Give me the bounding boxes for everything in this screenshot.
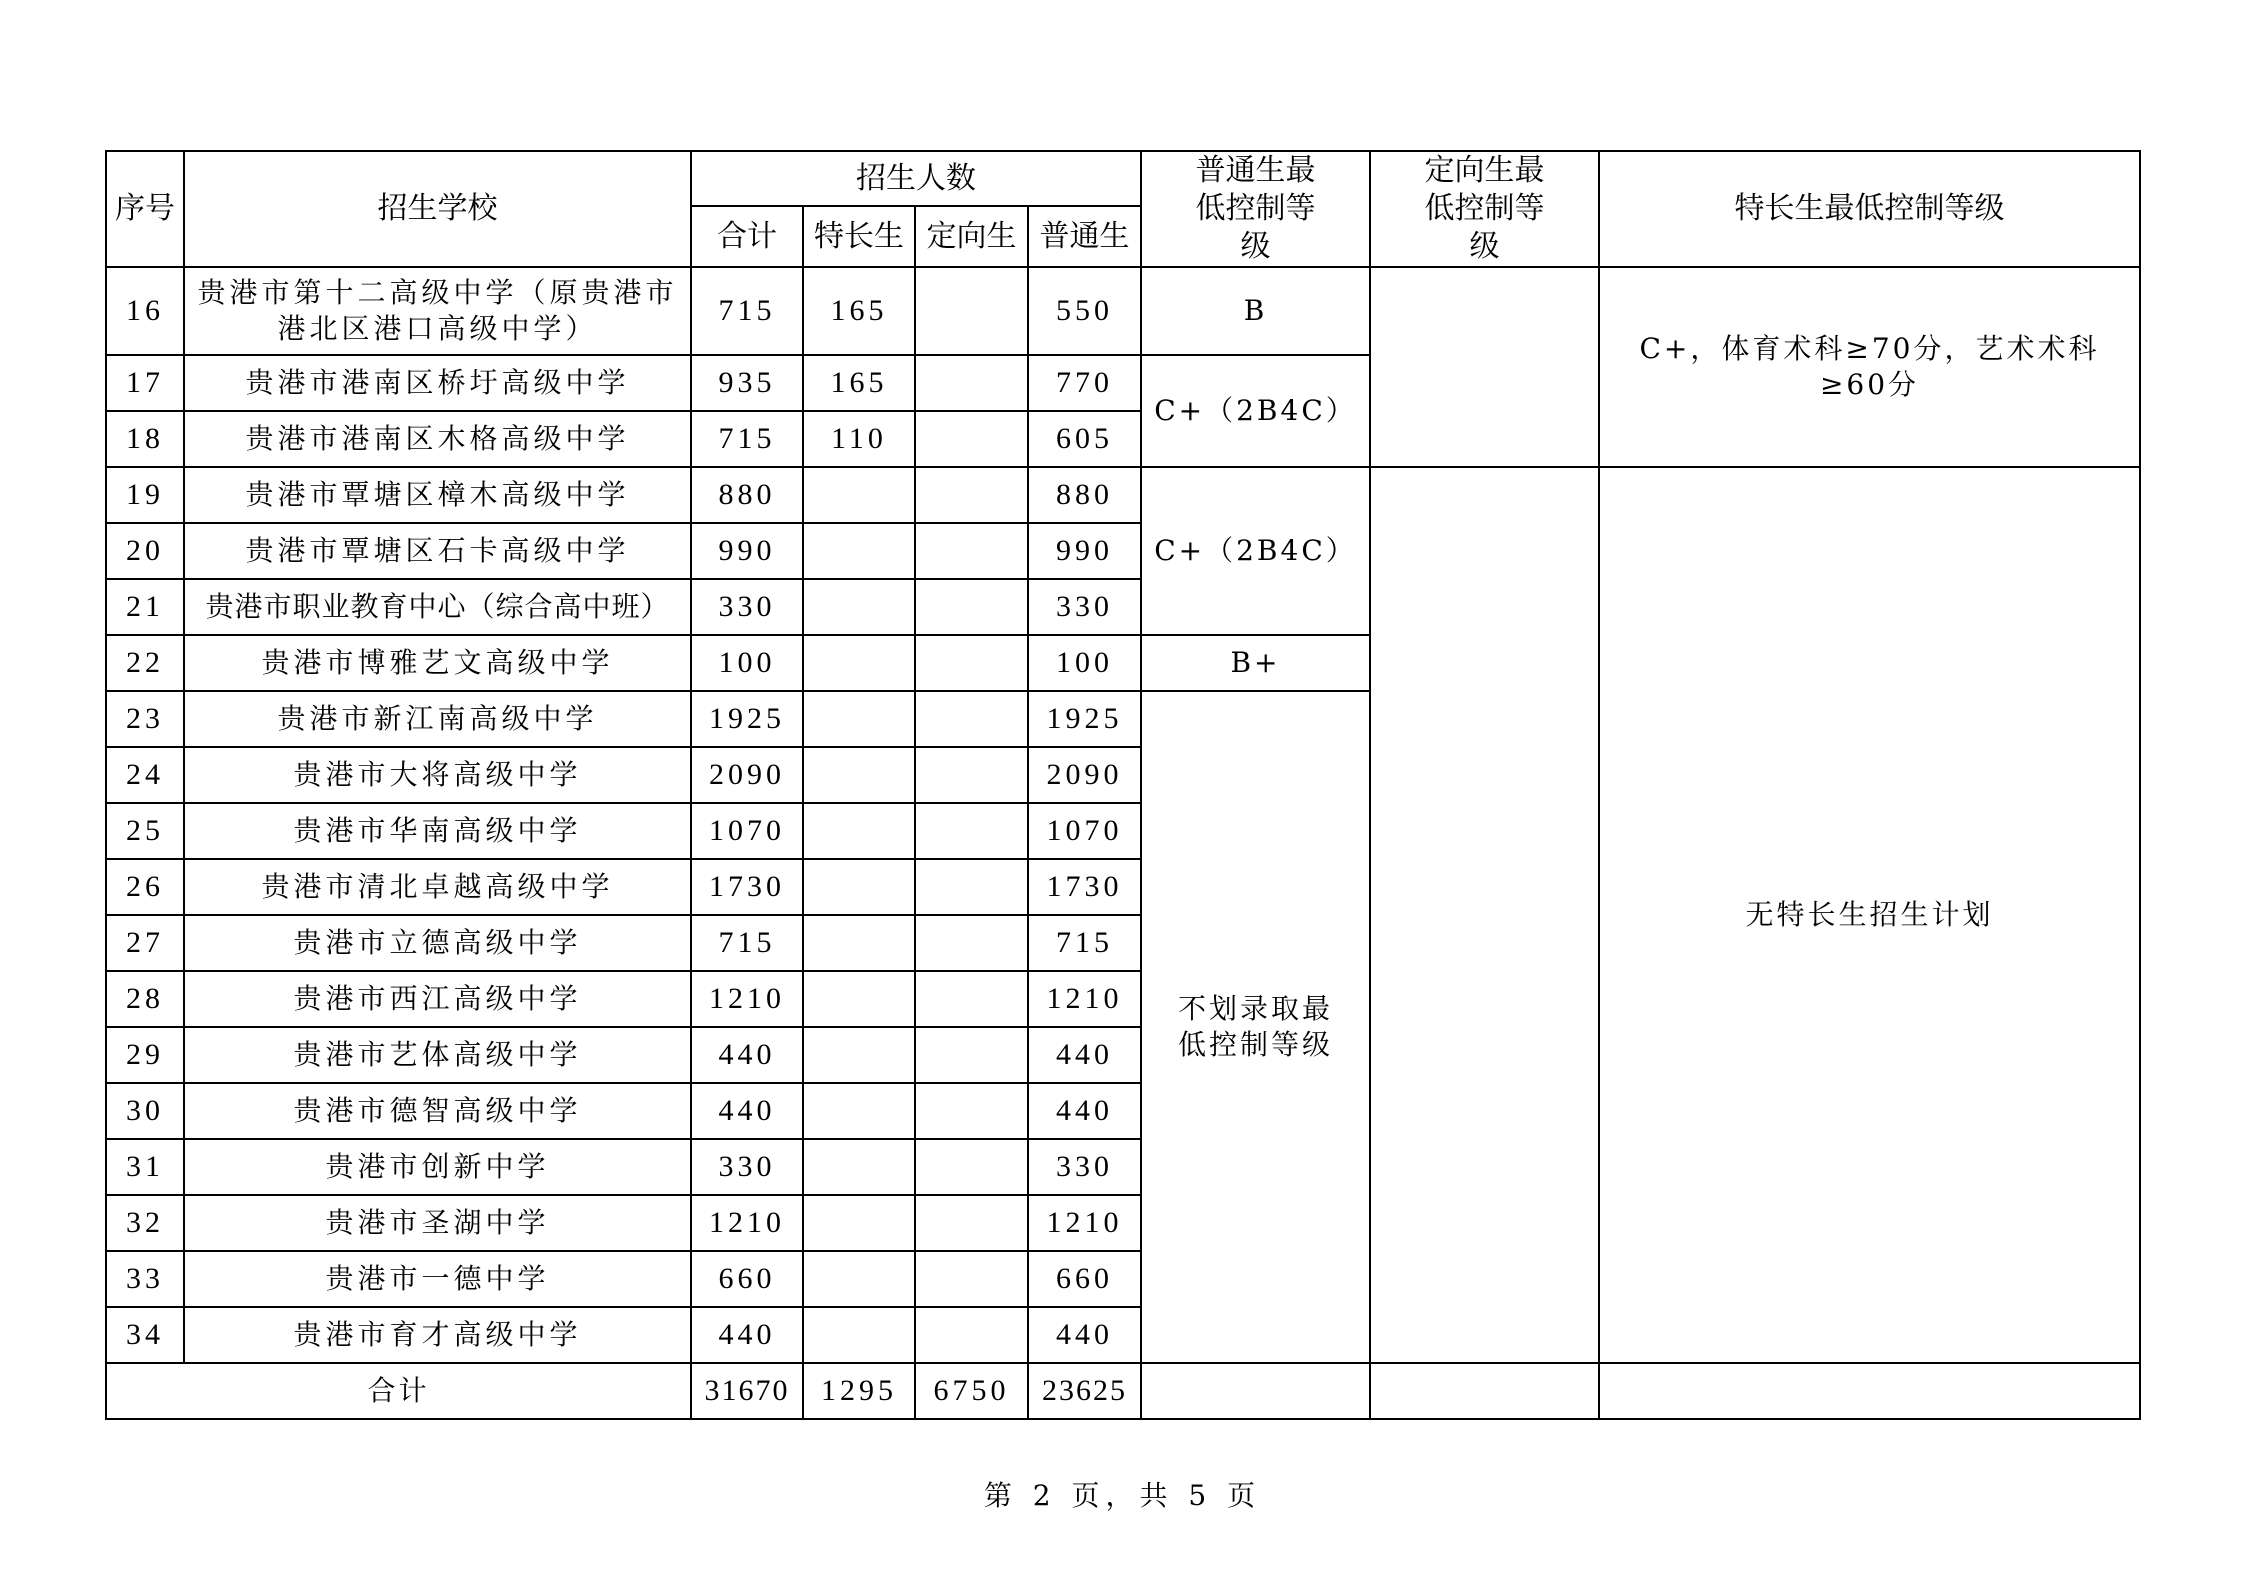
cell-seq: 18 <box>106 411 184 467</box>
cell-special <box>803 1083 915 1139</box>
cell-school: 贵港市西江高级中学 <box>184 971 691 1027</box>
cell-general-min: 不划录取最低控制等级 <box>1141 691 1370 1363</box>
cell-seq: 22 <box>106 635 184 691</box>
cell-total: 715 <box>691 267 803 355</box>
cell-directed <box>915 411 1028 467</box>
cell-seq: 26 <box>106 859 184 915</box>
cell-special <box>803 971 915 1027</box>
cell-general: 100 <box>1028 635 1141 691</box>
cell-total: 1070 <box>691 803 803 859</box>
cell-school: 贵港市一德中学 <box>184 1251 691 1307</box>
cell-total: 1730 <box>691 859 803 915</box>
cell-directed <box>915 691 1028 747</box>
cell-seq: 24 <box>106 747 184 803</box>
totals-total: 31670 <box>691 1363 803 1419</box>
cell-special <box>803 1139 915 1195</box>
cell-general-min: C+（2B4C） <box>1141 355 1370 467</box>
cell-seq: 30 <box>106 1083 184 1139</box>
cell-school: 贵港市第十二高级中学（原贵港市港北区港口高级中学） <box>184 267 691 355</box>
cell-school: 贵港市清北卓越高级中学 <box>184 859 691 915</box>
cell-special <box>803 691 915 747</box>
page-number: 第 2 页，共 5 页 <box>983 1479 1262 1512</box>
cell-special <box>803 579 915 635</box>
cell-special <box>803 859 915 915</box>
cell-special <box>803 523 915 579</box>
cell-total: 100 <box>691 635 803 691</box>
cell-seq: 31 <box>106 1139 184 1195</box>
header-seq: 序号 <box>106 151 184 267</box>
cell-seq: 16 <box>106 267 184 355</box>
cell-total: 660 <box>691 1251 803 1307</box>
cell-special-min: 无特长生招生计划 <box>1599 467 2140 1363</box>
cell-directed <box>915 467 1028 523</box>
cell-seq: 21 <box>106 579 184 635</box>
cell-general: 660 <box>1028 1251 1141 1307</box>
cell-seq: 19 <box>106 467 184 523</box>
cell-school: 贵港市新江南高级中学 <box>184 691 691 747</box>
cell-directed <box>915 803 1028 859</box>
cell-directed-min <box>1370 467 1599 1363</box>
cell-directed <box>915 355 1028 411</box>
cell-total: 715 <box>691 411 803 467</box>
cell-special <box>803 635 915 691</box>
cell-directed <box>915 1139 1028 1195</box>
header-general: 普通生 <box>1028 206 1141 267</box>
totals-special: 1295 <box>803 1363 915 1419</box>
cell-general: 880 <box>1028 467 1141 523</box>
cell-directed-min <box>1370 267 1599 467</box>
cell-total: 440 <box>691 1083 803 1139</box>
cell-directed <box>915 1083 1028 1139</box>
totals-special-min <box>1599 1363 2140 1419</box>
cell-directed <box>915 579 1028 635</box>
cell-general: 440 <box>1028 1027 1141 1083</box>
cell-general-min: B <box>1141 267 1370 355</box>
totals-general-min <box>1141 1363 1370 1419</box>
cell-special: 165 <box>803 267 915 355</box>
cell-school: 贵港市育才高级中学 <box>184 1307 691 1363</box>
header-general-min: 普通生最低控制等级 <box>1141 151 1370 267</box>
header-special: 特长生 <box>803 206 915 267</box>
cell-general: 1070 <box>1028 803 1141 859</box>
cell-school: 贵港市港南区木格高级中学 <box>184 411 691 467</box>
cell-directed <box>915 523 1028 579</box>
table-row <box>106 267 2140 355</box>
cell-special <box>803 915 915 971</box>
cell-general: 440 <box>1028 1307 1141 1363</box>
header-total: 合计 <box>691 206 803 267</box>
cell-total: 715 <box>691 915 803 971</box>
header-enrollment: 招生人数 <box>691 151 1141 206</box>
cell-special-min: C+，体育术科≥70分，艺术术科≥60分 <box>1599 267 2140 467</box>
header-directed-min: 定向生最低控制等级 <box>1370 151 1599 267</box>
cell-special <box>803 747 915 803</box>
cell-directed <box>915 747 1028 803</box>
cell-directed <box>915 635 1028 691</box>
cell-school: 贵港市大将高级中学 <box>184 747 691 803</box>
cell-seq: 17 <box>106 355 184 411</box>
cell-special <box>803 1251 915 1307</box>
cell-general: 1925 <box>1028 691 1141 747</box>
header-school: 招生学校 <box>184 151 691 267</box>
cell-directed <box>915 1195 1028 1251</box>
cell-total: 990 <box>691 523 803 579</box>
cell-total: 1210 <box>691 971 803 1027</box>
cell-general: 1210 <box>1028 971 1141 1027</box>
cell-general: 770 <box>1028 355 1141 411</box>
cell-directed <box>915 971 1028 1027</box>
cell-seq: 29 <box>106 1027 184 1083</box>
cell-special <box>803 803 915 859</box>
cell-total: 935 <box>691 355 803 411</box>
cell-seq: 27 <box>106 915 184 971</box>
cell-school: 贵港市博雅艺文高级中学 <box>184 635 691 691</box>
cell-special: 110 <box>803 411 915 467</box>
cell-general: 990 <box>1028 523 1141 579</box>
enrollment-plan-table <box>105 150 2141 1420</box>
cell-general: 440 <box>1028 1083 1141 1139</box>
cell-special <box>803 467 915 523</box>
totals-directed-min <box>1370 1363 1599 1419</box>
totals-general: 23625 <box>1028 1363 1141 1419</box>
cell-seq: 33 <box>106 1251 184 1307</box>
cell-special <box>803 1307 915 1363</box>
cell-total: 440 <box>691 1027 803 1083</box>
cell-seq: 25 <box>106 803 184 859</box>
cell-total: 880 <box>691 467 803 523</box>
cell-directed <box>915 1307 1028 1363</box>
cell-school: 贵港市覃塘区樟木高级中学 <box>184 467 691 523</box>
header-special-min: 特长生最低控制等级 <box>1599 151 2140 267</box>
cell-total: 2090 <box>691 747 803 803</box>
cell-seq: 28 <box>106 971 184 1027</box>
cell-general: 605 <box>1028 411 1141 467</box>
cell-seq: 34 <box>106 1307 184 1363</box>
cell-school: 贵港市华南高级中学 <box>184 803 691 859</box>
cell-directed <box>915 859 1028 915</box>
cell-special: 165 <box>803 355 915 411</box>
cell-total: 330 <box>691 1139 803 1195</box>
cell-general: 2090 <box>1028 747 1141 803</box>
cell-total: 440 <box>691 1307 803 1363</box>
cell-school: 贵港市创新中学 <box>184 1139 691 1195</box>
cell-directed <box>915 267 1028 355</box>
cell-general: 330 <box>1028 579 1141 635</box>
cell-school: 贵港市艺体高级中学 <box>184 1027 691 1083</box>
cell-general: 1210 <box>1028 1195 1141 1251</box>
cell-general: 330 <box>1028 1139 1141 1195</box>
cell-general: 1730 <box>1028 859 1141 915</box>
cell-seq: 32 <box>106 1195 184 1251</box>
totals-label: 合计 <box>106 1363 691 1419</box>
cell-school: 贵港市职业教育中心（综合高中班） <box>184 579 691 635</box>
cell-general: 550 <box>1028 267 1141 355</box>
cell-directed <box>915 1027 1028 1083</box>
cell-total: 330 <box>691 579 803 635</box>
cell-directed <box>915 1251 1028 1307</box>
cell-school: 贵港市港南区桥圩高级中学 <box>184 355 691 411</box>
cell-school: 贵港市立德高级中学 <box>184 915 691 971</box>
cell-special <box>803 1195 915 1251</box>
cell-school: 贵港市覃塘区石卡高级中学 <box>184 523 691 579</box>
cell-seq: 23 <box>106 691 184 747</box>
cell-general: 715 <box>1028 915 1141 971</box>
totals-directed: 6750 <box>915 1363 1028 1419</box>
totals-row <box>106 1363 2140 1419</box>
cell-school: 贵港市圣湖中学 <box>184 1195 691 1251</box>
cell-total: 1210 <box>691 1195 803 1251</box>
cell-general-min: C+（2B4C） <box>1141 467 1370 635</box>
cell-total: 1925 <box>691 691 803 747</box>
cell-special <box>803 1027 915 1083</box>
header-directed: 定向生 <box>915 206 1028 267</box>
table-row <box>106 467 2140 523</box>
cell-general-min: B+ <box>1141 635 1370 691</box>
cell-school: 贵港市德智高级中学 <box>184 1083 691 1139</box>
cell-directed <box>915 915 1028 971</box>
cell-seq: 20 <box>106 523 184 579</box>
